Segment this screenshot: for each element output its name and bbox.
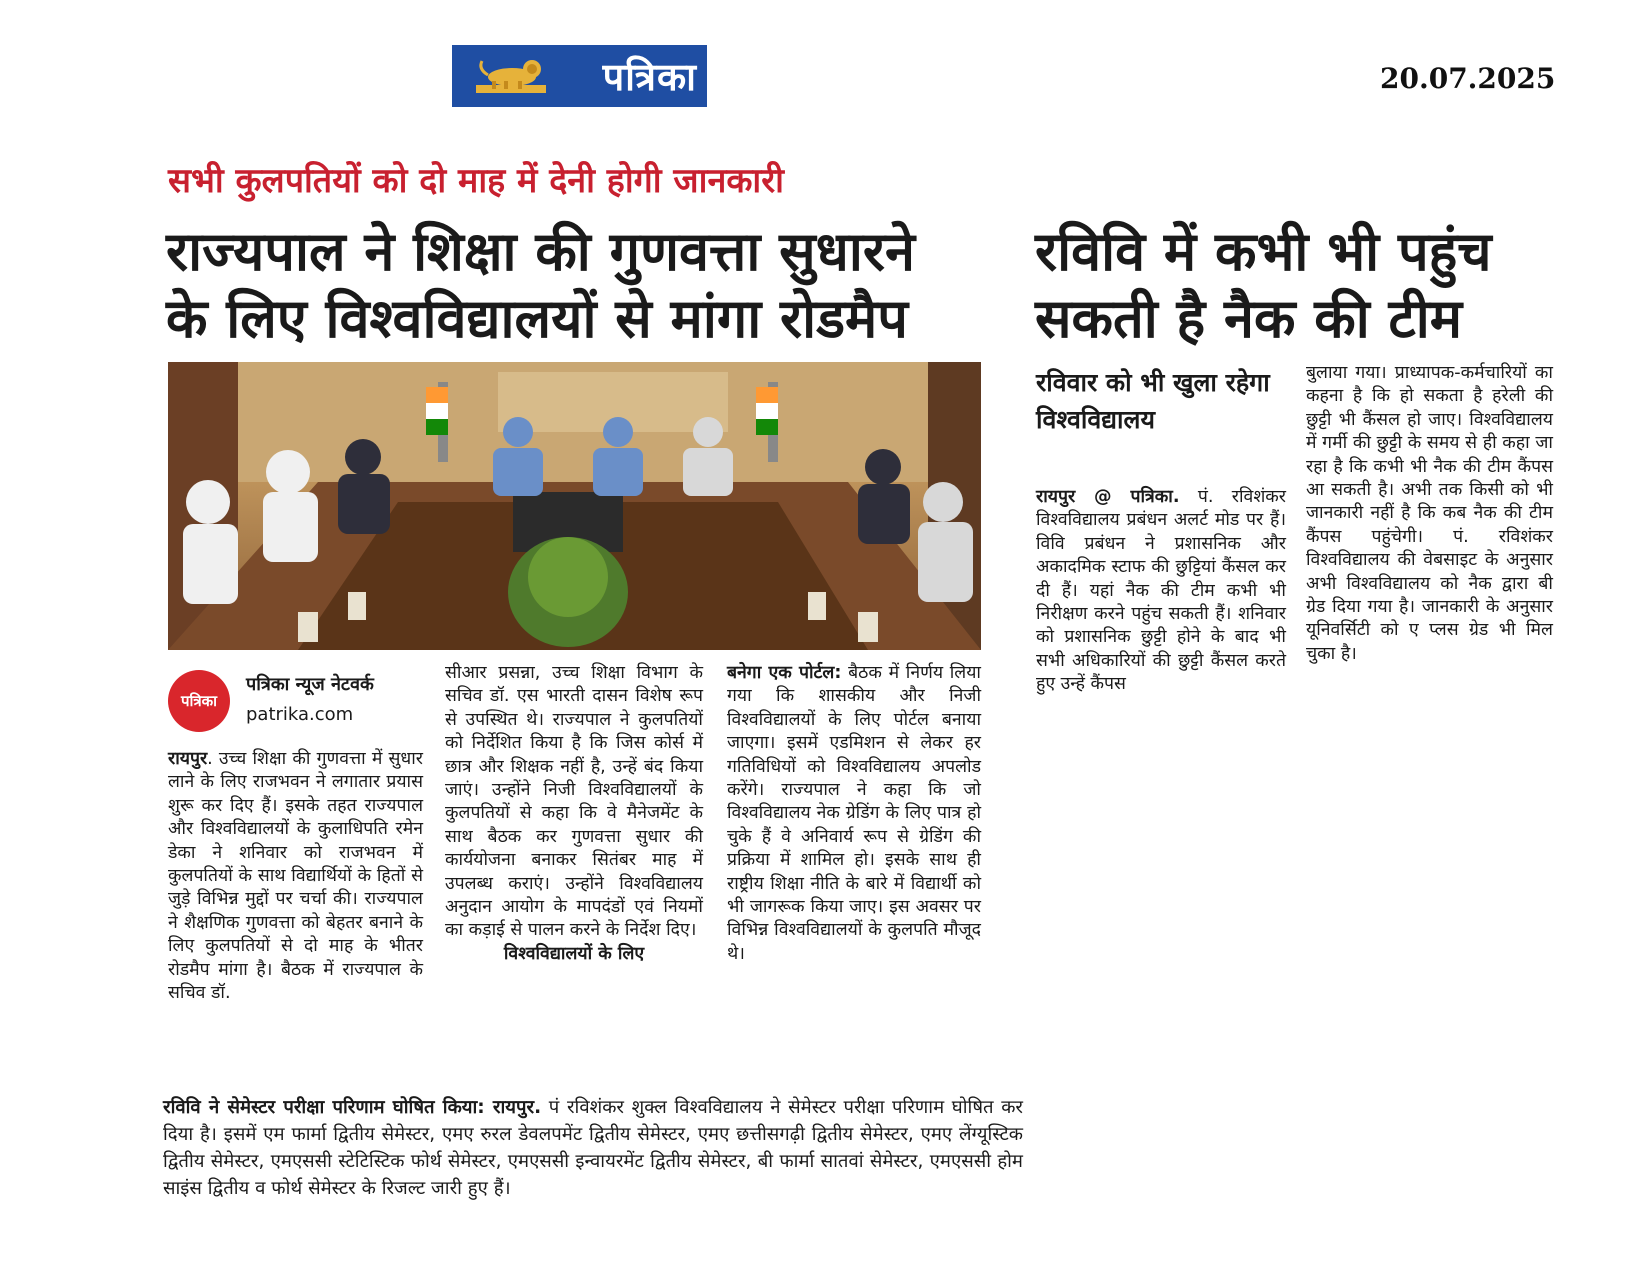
- column-2-subhead-tail: विश्वविद्यालयों के लिए: [503, 943, 645, 964]
- side-subhead: रविवार को भी खुला रहेगा विश्वविद्यालय: [1036, 368, 1270, 434]
- brief-lead: रविवि ने सेमेस्टर परीक्षा परिणाम घोषित किया: रायपुर.: [163, 1097, 542, 1118]
- results-brief: [163, 1094, 1023, 1202]
- main-kicker: सभी कुलपतियों को दो माह में देनी होगी जानकारी: [168, 161, 784, 201]
- side-column-2: [1306, 362, 1553, 666]
- side-column-1-text: पं. रविशंकर विश्वविद्यालय प्रबंधन अलर्ट मोड पर हैं। विवि प्रबंधन ने प्रशासनिक और अकादमिक स्टाफ की छुट्टियां कैंसल कर दी हैं। यहां नैक की टीम कभी भी निरीक्षण करने पहुंच सकती हैं। शनिवार को प्रशासनिक छुट्टी होने के बाद भी सभी अधिकारियों की छुट्टी कैंसल करते हुए उन्हें कैंपस: [1036, 487, 1286, 695]
- lion-emblem-icon: [474, 55, 548, 97]
- byline: [168, 666, 448, 738]
- column-1-text: . उच्च शिक्षा की गुणवत्ता में सुधार लाने के लिए राजभवन ने लगातार प्रयास शुरू कर दिए हैं। इसके तहत राज्यपाल और विश्वविद्यालयों के कुलाधिपति रमेन डेका ने शनिवार को राजभवन में कुलपतियों के साथ विद्यार्थियों के हितों से जुड़े विभिन्न मुद्दों पर चर्चा की। राज्यपाल ने शैक्षणिक गुणवत्ता को बेहतर बनाने के लिए कुलपतियों से दो माह के भीतर रोडमैप मांगा है। बैठक में राज्यपाल के सचिव डॉ.: [168, 749, 423, 1004]
- patrika-badge: पत्रिका: [168, 670, 230, 732]
- side-headline: रविवि में कभी भी पहुंच सकती है नैक की टीम: [1035, 220, 1492, 350]
- side-column-1: [1036, 486, 1286, 697]
- main-column-2: [445, 662, 703, 966]
- main-headline: राज्यपाल ने शिक्षा की गुणवत्ता सुधारने के लिए विश्वविद्यालयों से मांगा रोडमैप: [166, 220, 915, 350]
- side-dateline: रायपुर @ पत्रिका.: [1036, 487, 1180, 507]
- brand-name: पत्रिका: [602, 55, 697, 99]
- edition-date: 20.07.2025: [1380, 62, 1556, 95]
- meeting-photo: [168, 362, 981, 650]
- portal-subhead: बनेगा एक पोर्टल:: [727, 663, 842, 683]
- main-column-1: [168, 748, 423, 1005]
- brief-body: पं रविशंकर शुक्ल विश्वविद्यालय ने सेमेस्टर परीक्षा परिणाम घोषित कर दिया है। इसमें एम फार्मा द्वितीय सेमेस्टर, एमए रुरल डेवलपमेंट द्वितीय सेमेस्टर, एमए छत्तीसगढ़ी द्वितीय सेमेस्टर, एमए लेंग्यूस्टिक द्वितीय सेमेस्टर, एमएससी स्टेटिस्टिक फोर्थ सेमेस्टर, एमएससी इन्वायरमेंट द्वितीय सेमेस्टर, बी फार्मा सातवां सेमेस्टर, एमएससी होम साइंस द्वितीय व फोर्थ सेमेस्टर के रिजल्ट जारी हुए हैं।: [163, 1097, 1023, 1199]
- dateline: रायपुर: [168, 749, 208, 769]
- byline-network: पत्रिका न्यूज नेटवर्क: [246, 674, 374, 695]
- column-2-text: सीआर प्रसन्ना, उच्च शिक्षा विभाग के सचिव डॉ. एस भारती दासन विशेष रूप से उपस्थित थे। राज्यपाल ने कुलपतियों को निर्देशित किया है कि जिस कोर्स में छात्र और शिक्षक नहीं है, उन्हें बंद किया जाएं। उन्होंने निजी विश्वविद्यालयों के कुलपतियों से कहा कि वे मैनेजमेंट के साथ बैठक कर गुणवत्ता सुधार की कार्ययोजना बनाकर सितंबर माह में उपलब्ध कराएं। उन्होंने विश्वविद्यालय अनुदान आयोग के मापदंडों एवं नियमों का कड़ाई से पालन करने के निर्देश दिए।: [445, 663, 703, 941]
- column-3-text: बैठक में निर्णय लिया गया कि शासकीय और निजी विश्वविद्यालयों के लिए पोर्टल बनाया जाएगा। इसमें एडमिशन से लेकर हर गतिविधियों को विश्वविद्यालय अपलोड करेंगे। राज्यपाल ने कहा कि जो विश्वविद्यालय नेक ग्रेडिंग के लिए पात्र हो चुके हैं वे अनिवार्य रूप से ग्रेडिंग की प्रक्रिया में शामिल हो। इसके साथ ही राष्ट्रीय शिक्षा नीति के बारे में विद्यार्थी को भी जागरूक किया जाए। इस अवसर पर विभिन्न विश्वविद्यालयों के कुलपति मौजूद थे।: [727, 663, 981, 964]
- meeting-photo-illustration: [168, 362, 981, 650]
- side-column-2-text: बुलाया गया। प्राध्यापक-कर्मचारियों का कहना है कि हो सकता है हरेली की छुट्टी भी कैंसल हो जाए। विश्वविद्यालय में गर्मी की छुट्टी के समय से ही कहा जा रहा है कि कभी भी नैक की टीम कैंपस आ सकती है। अभी तक किसी को भी जानकारी नहीं है कि कब नैक की टीम कैंपस पहुंचेगी। पं. रविशंकर विश्वविद्यालय की वेबसाइट के अनुसार अभी विश्वविद्यालय को नैक द्वारा बी ग्रेड दिया गया है। जानकारी के अनुसार यूनिवर्सिटी को ए प्लस ग्रेड भी मिल चुका है।: [1306, 363, 1553, 664]
- byline-site: patrika.com: [246, 704, 354, 725]
- masthead: [452, 45, 707, 107]
- main-column-3: [727, 662, 981, 966]
